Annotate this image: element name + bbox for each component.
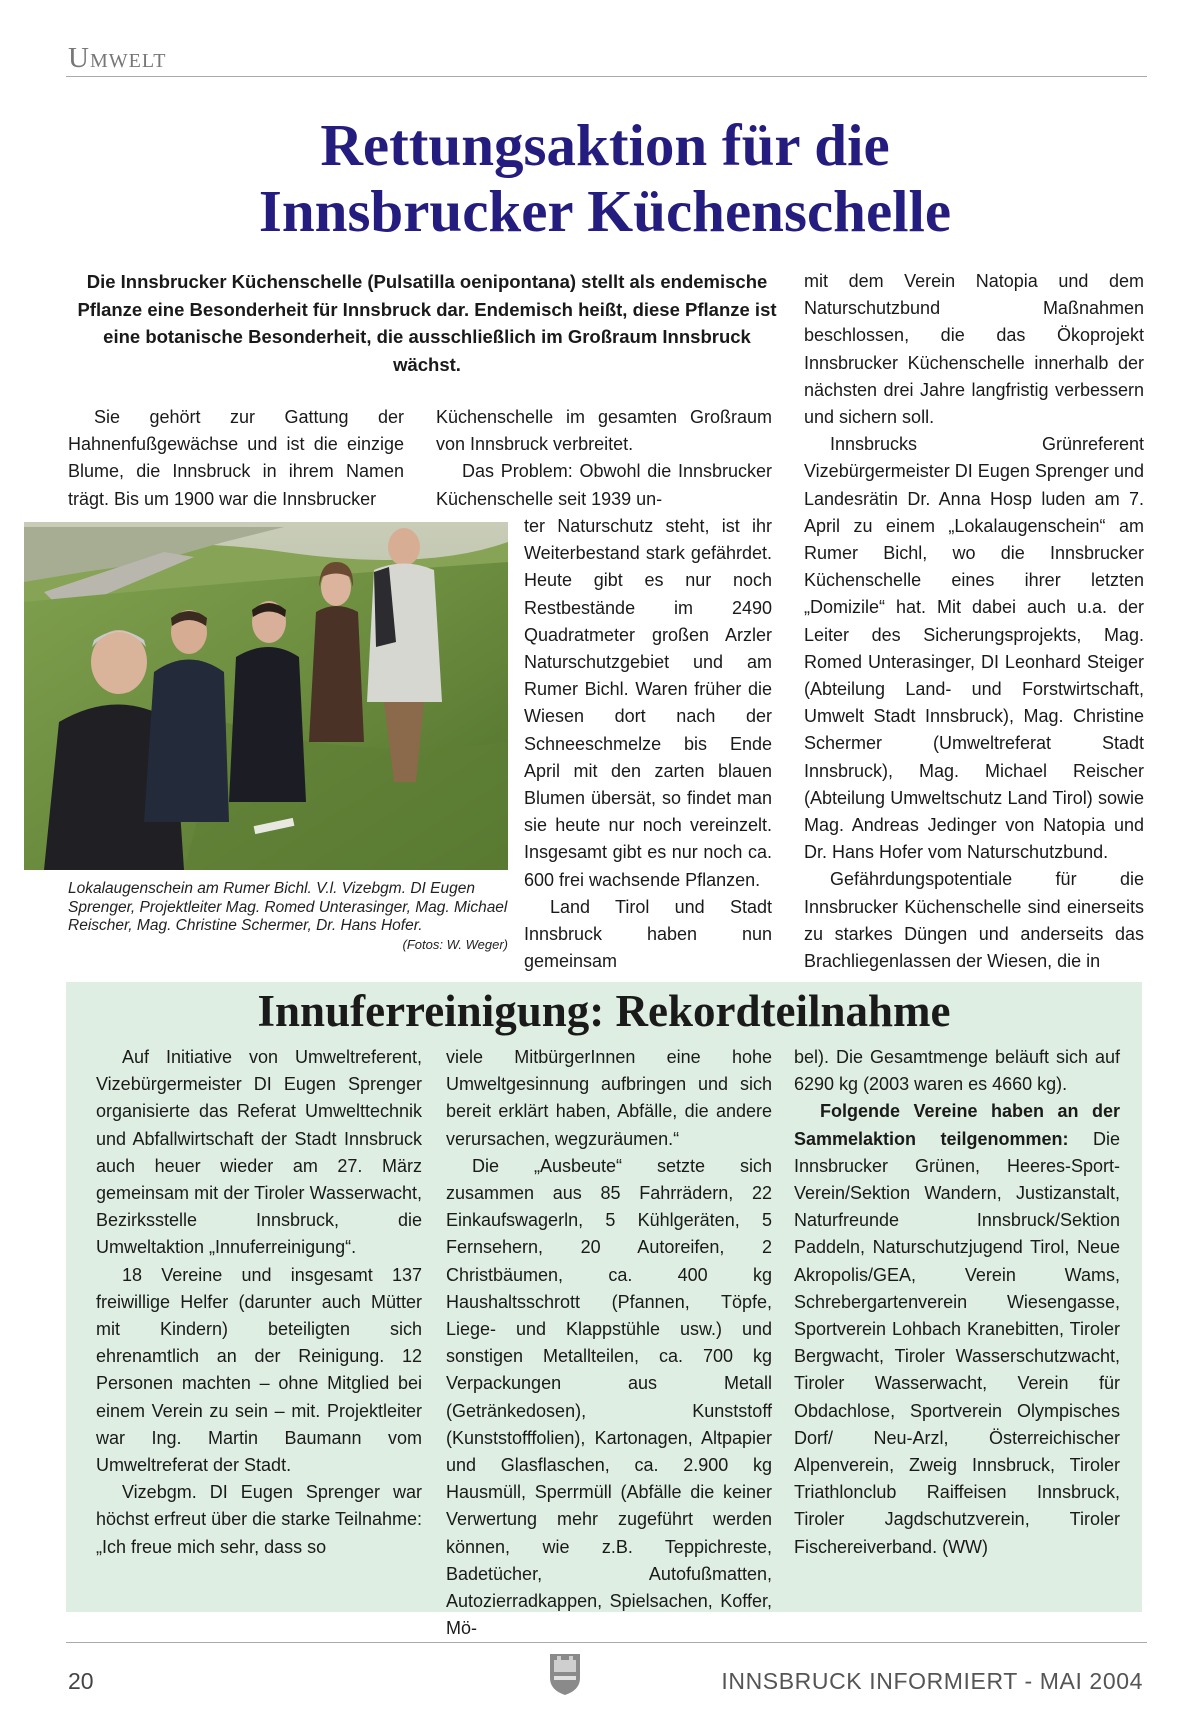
article1-col3-p1: mit dem Verein Natopia und dem Naturschutzbund Maßnahmen beschlossen, die das Ökoprojekt Innsbrucker Küchenschelle innerhalb der nächsten drei Jahre langfristig verbessern und sichern soll. — [804, 271, 1144, 428]
article1-col2-top — [436, 404, 772, 513]
article2-col2-p2: Die „Ausbeute“ setzte sich zusammen aus 85 Fahrrädern, 22 Einkaufswagerln, 5 Kühlgeräten, 5 Fernsehern, 20 Autoreifen, 2 Christbäumen, ca. 400 kg Haushaltsschrott (Pfannen, Töpfe, Liege- und Klappstühle usw.) und sonstigen Metallteilen, ca. 700 kg Verpackungen aus Metall (Getränkedosen), Kunststoff (Kunststofffolien), Kartonagen, Altpapier und Glasflaschen, ca. 2.900 kg Hausmüll, Sperrmüll (Abfälle die keiner Verwertung mehr zugeführt werden können, wie z.B. Teppichreste, Badetücher, Autofußmatten, Autozierradkappen, Spielsachen, Koffer, Mö- — [446, 1155, 772, 1639]
photo-credit: (Fotos: W. Weger) — [402, 936, 508, 952]
bottom-divider — [66, 1642, 1147, 1643]
headline-line-1: Rettungsaktion für die — [320, 112, 890, 178]
article1-col3 — [804, 268, 1144, 975]
article2-col3-p1: bel). Die Gesamtmenge beläuft sich auf 6290 kg (2003 waren es 4660 kg). — [794, 1047, 1120, 1095]
article2-col1-p2: 18 Vereine und insgesamt 137 freiwillige Helfer (darunter auch Mütter mit Kindern) beteiligten sich ehrenamtlich an der Reinigung. 12 Personen machten – ohne Mitglied bei einem Verein zu sein – mit. Projektleiter war Ing. Martin Baumann vom Umweltreferat der Stadt. — [96, 1264, 422, 1476]
article1-col2-narrow-p1: ter Naturschutz steht, ist ihr Weiterbestand stark gefährdet. Heute gibt es nur noch Restbestände im 2490 Quadratmeter großen Arzler Naturschutzgebiet und am Rumer Bichl. Waren früher die Wiesen dort nach der Schneeschmelze bis Ende April mit den zarten blauen Blumen übersät, so findet man sie heute nur noch vereinzelt. Insgesamt gibt es nur noch ca. 600 frei wachsende Pflanzen. — [524, 516, 772, 890]
article2-col2 — [446, 1044, 772, 1642]
article1-col2-top-text: Küchenschelle im gesamten Großraum von Innsbruck verbreitet. — [436, 407, 772, 455]
top-divider — [66, 76, 1147, 77]
article2-col2-p1: viele MitbürgerInnen eine hohe Umweltgesinnung aufbringen und sich bereit erklärt haben, Abfälle, die andere verursachen, wegzuräumen.“ — [446, 1047, 772, 1149]
photo-illustration — [24, 522, 508, 870]
article-lead: Die Innsbrucker Küchenschelle (Pulsatilla oenipontana) stellt als endemische Pflanze eine Besonderheit für Innsbruck dar. Endemisch heißt, diese Pflanze ist eine botanische Besonderheit, die ausschließlich im Großraum Innsbruck wächst. — [77, 271, 777, 375]
article2-col1-p1: Auf Initiative von Umweltreferent, Vizebürgermeister DI Eugen Sprenger organisierte das Referat Umwelttechnik und Abfallwirtschaft der Stadt Innsbruck auch heuer wieder am 27. März gemeinsam mit der Tiroler Wasserwacht, Bezirksstelle Innsbruck, die Umweltaktion „Innuferreinigung“. — [96, 1047, 422, 1258]
photo-caption-text: Lokalaugenschein am Rumer Bichl. V.l. Vizebgm. DI Eugen Sprenger, Projektleiter Mag. Romed Unterasinger, Mag. Michael Reischer, Mag. Christine Schermer, Dr. Hans Hofer. — [68, 880, 508, 934]
article2-col1-p3: Vizebgm. DI Eugen Sprenger war höchst erfreut über die starke Teilnahme: „Ich freue mich sehr, dass so — [96, 1482, 422, 1557]
city-crest-icon — [548, 1652, 582, 1696]
article2-col3-p2-bold: Folgende Vereine haben an der Sammelaktion teilgenommen: — [794, 1101, 1120, 1149]
photo-caption — [68, 880, 508, 954]
article1-col1-text: Sie gehört zur Gattung der Hahnenfußgewächse und ist die einzige Blume, die Innsbruck in ihrem Namen trägt. Bis um 1900 war die Innsbrucker — [68, 407, 404, 509]
page-number: 20 — [68, 1668, 94, 1694]
section-label: Umwelt — [68, 42, 167, 74]
article2-col1 — [96, 1044, 422, 1561]
article1-col3-p2: Innsbrucks Grünreferent Vizebürgermeister DI Eugen Sprenger und Landesrätin Dr. Anna Hosp luden am 7. April zu einem „Lokalaugenschein“ am Rumer Bichl, wo die Innsbrucker Küchenschelle eines ihrer letzten „Domizile“ hat. Mit dabei auch u.a. der Leiter des Sicherungsprojekts, Mag. Romed Unterasinger, DI Leonhard Steiger (Abteilung Land- und Forstwirtschaft, Umwelt Stadt Innsbruck), Mag. Christine Schermer (Umweltreferat Stadt Innsbruck), Mag. Michael Reischer (Abteilung Umweltschutz Land Tirol) sowie Mag. Andreas Jedinger von Natopia und Dr. Hans Hofer vom Naturschutzbund. — [804, 434, 1144, 863]
article1-col2-p2-start: Das Problem: Obwohl die Innsbrucker Küchenschelle seit 1939 un- — [436, 461, 772, 509]
article1-col3-p3: Gefährdungspotentiale für die Innsbrucker Küchenschelle sind einerseits zu starkes Düngen und anderseits das Brachliegenlassen der Wiesen, die in — [804, 869, 1144, 972]
article1-col1 — [68, 404, 404, 513]
publication-footer: INNSBRUCK INFORMIERT - MAI 2004 — [721, 1668, 1143, 1694]
article2-col3-p2 — [794, 1098, 1120, 1560]
article1-col2-narrow — [524, 513, 772, 975]
article-headline — [60, 112, 1150, 244]
article2-col3-p2-rest: Die Innsbrucker Grünen, Heeres-Sport-Verein/Sektion Wandern, Justizanstalt, Naturfreunde Innsbruck/Sektion Paddeln, Naturschutzjugend Tirol, Neue Akropolis/GEA, Verein Wams, Schrebergartenverein Wiesengasse, Sportverein Lohbach Kranebitten, Tiroler Bergwacht, Tiroler Wasserschutzwacht, Tiroler Wasserwacht, Verein für Obdachlose, Sportverein Olympisches Dorf/ Neu-Arzl, Österreichischer Alpenverein, Zweig Innsbruck, Tiroler Triathlonclub Raiffeisen Innsbruck, Tiroler Jagdschutzverein, Tiroler Fischereiverband. (WW) — [794, 1128, 1121, 1557]
article2-col3 — [794, 1044, 1120, 1561]
headline-line-2: Innsbrucker Küchenschelle — [258, 178, 952, 244]
box-article-title: Innuferreinigung: Rekordteilnahme — [257, 986, 951, 1036]
article1-col2-narrow-p2: Land Tirol und Stadt Innsbruck haben nun gemeinsam — [524, 896, 772, 972]
article-photo — [24, 522, 508, 870]
